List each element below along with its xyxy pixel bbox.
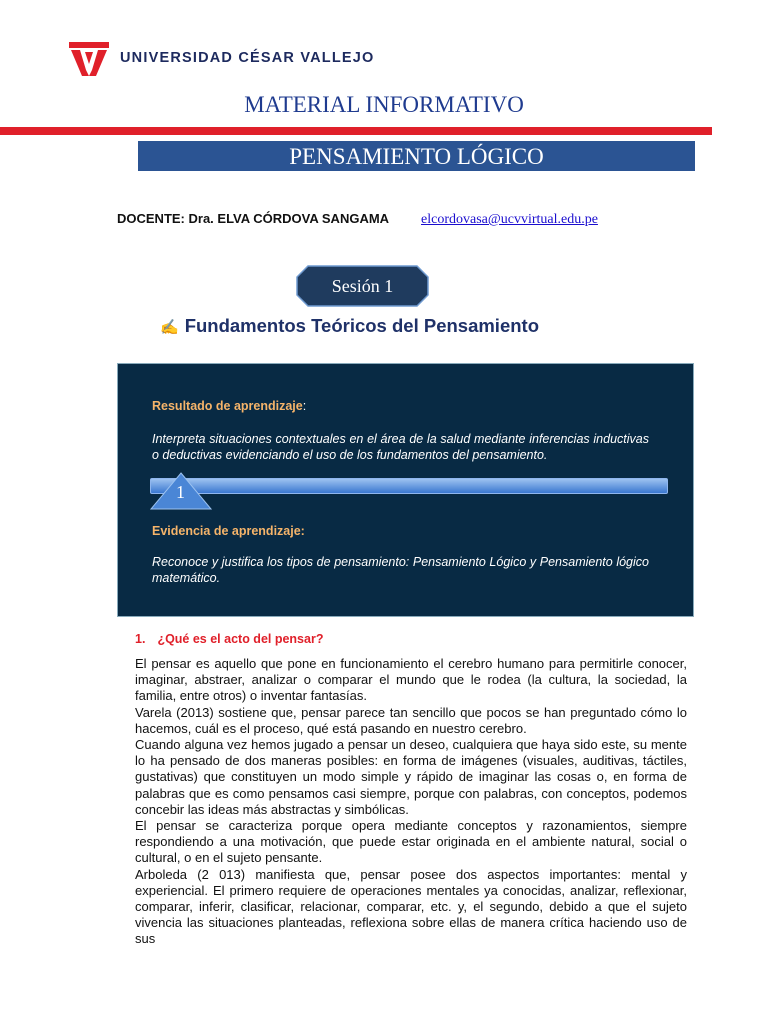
resultado-label [152, 399, 306, 413]
resultado-label-text: Resultado de aprendizaje [152, 399, 303, 413]
step-number: 1 [176, 482, 185, 502]
docente-label: DOCENTE: Dra. ELVA CÓRDOVA SANGAMA [117, 211, 390, 226]
paragraph: Varela (2013) sostiene que, pensar parece tan sencillo que pocos se han preguntado cómo lo hacemos, cuál es el proceso, qué está pasando en nuestro cerebro. [135, 704, 687, 736]
section-heading [160, 315, 539, 337]
question-number: 1. [135, 632, 146, 646]
paragraph: Cuando alguna vez hemos jugado a pensar un deseo, cualquiera que haya sido este, su mente lo ha pensado de dos maneras posibles: en forma de imágenes (visuales, auditivas, táctiles, gustativas) que constituyen un modo simple y rápido de imaginar las cosas o, en forma de palabras que es como pensamos casi siempre, porque con palabras, con conceptos, podemos concebir las ideas más abstractas y simbólicas. [135, 737, 687, 817]
subject-title: PENSAMIENTO LÓGICO [138, 141, 695, 171]
paragraph: Arboleda (2 013) manifiesta que, pensar posee dos aspectos importantes: mental y experiencial. El primero requiere de operaciones mentales ya conocidas, analizar, reflexionar, comparar, inferir, clasificar, relacionar, comparar, etc. y, el segundo, debido a que el sujeto vivencia las situaciones planteadas, reflexiona sobre ellas de manera crítica haciendo uso de sus [135, 866, 687, 947]
paragraph: El pensar es aquello que pone en funcionamiento el cerebro humano para permitirle conocer, imaginar, abstraer, analizar o comparar el mundo que le rodea (la cultura, la sociedad, la familia, entre otros) o inventar fantasías. [135, 656, 687, 704]
university-logo [68, 40, 375, 78]
red-divider [0, 127, 712, 135]
session-badge [296, 265, 429, 307]
docente-email-link[interactable]: elcordovasa@ucvvirtual.edu.pe [421, 212, 598, 227]
body-text [135, 656, 687, 948]
question-text: ¿Qué es el acto del pensar? [157, 632, 324, 646]
paragraph: El pensar se caracteriza porque opera mediante conceptos y razonamientos, siempre respondiendo a una motivación, que puede estar originada en el ambiente natural, social o cultural, o en el sujeto pensante. [135, 818, 687, 866]
university-name: UNIVERSIDAD CÉSAR VALLEJO [120, 50, 375, 66]
session-label: Sesión 1 [331, 276, 394, 296]
evidencia-label: Evidencia de aprendizaje: [152, 524, 305, 538]
learning-box [117, 363, 694, 617]
section-heading-text: Fundamentos Teóricos del Pensamiento [184, 315, 539, 336]
resultado-text: Interpreta situaciones contextuales en el área de la salud mediante inferencias inductivas o deductivas evidenciando el uso de los fundamentos del pensamiento. [152, 432, 649, 462]
pencil-icon: ✍ [160, 319, 179, 336]
question-heading [135, 632, 323, 646]
progress-divider [150, 478, 668, 494]
resultado-colon: : [302, 399, 307, 413]
ucv-shield-icon [68, 40, 110, 78]
evidencia-text: Reconoce y justifica los tipos de pensamiento: Pensamiento Lógico y Pensamiento lógico matemático. [152, 555, 649, 585]
page-title: MATERIAL INFORMATIVO [244, 92, 524, 117]
